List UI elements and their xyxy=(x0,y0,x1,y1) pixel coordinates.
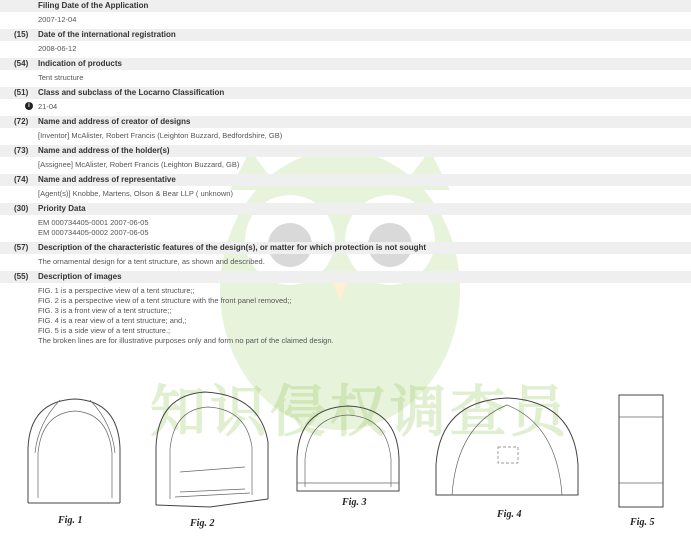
entry-header xyxy=(0,87,691,99)
entry-value xyxy=(0,336,691,346)
entry-row xyxy=(0,203,691,242)
entry-header xyxy=(0,271,691,283)
watermark-text: 知识侵权调查员 xyxy=(150,380,570,445)
entry-value xyxy=(0,131,691,141)
figure-5-label: Fig. 5 xyxy=(630,517,655,528)
entry-value xyxy=(0,189,691,199)
entry-header xyxy=(0,203,691,215)
entry-row xyxy=(0,271,691,350)
entry-value-text: FIG. 2 is a perspective view of a tent structure with the front panel removed;; xyxy=(38,296,292,305)
entry-label: Name and address of representative xyxy=(38,175,176,184)
entry-header xyxy=(0,58,691,70)
entry-label: Name and address of creator of designs xyxy=(38,117,191,126)
entry-header xyxy=(0,116,691,128)
entry-value-text: The ornamental design for a tent structure, as shown and described. xyxy=(38,257,265,266)
entry-label: Indication of products xyxy=(38,59,122,68)
entry-value-text: The broken lines are for illustrative purposes only and form no part of the claimed design. xyxy=(38,336,334,345)
entry-value xyxy=(0,15,691,25)
entry-label: Priority Data xyxy=(38,204,86,213)
entry-label: Filing Date of the Application xyxy=(38,1,149,10)
entry-value-text: FIG. 5 is a side view of a tent structure.; xyxy=(38,326,171,335)
inid-code: (15) xyxy=(14,30,29,39)
figure-3-label: Fig. 3 xyxy=(342,497,367,508)
info-icon[interactable]: i xyxy=(25,102,33,110)
entry-row xyxy=(0,87,691,116)
entry-value-text: FIG. 1 is a perspective view of a tent structure;; xyxy=(38,286,195,295)
entry-value-text: 2007-12-04 xyxy=(38,15,77,24)
inid-code: (57) xyxy=(14,243,29,252)
entry-value xyxy=(0,102,691,112)
entry-row xyxy=(0,0,691,29)
entry-value xyxy=(0,326,691,336)
entry-label: Date of the international registration xyxy=(38,30,176,39)
design-figures xyxy=(0,375,691,542)
inid-code: (74) xyxy=(14,175,29,184)
figure-1-drawing xyxy=(20,393,130,513)
entry-value xyxy=(0,306,691,316)
figure-3-drawing xyxy=(293,403,403,498)
figure-2-drawing xyxy=(150,387,275,517)
entry-header xyxy=(0,0,691,12)
entry-value xyxy=(0,286,691,296)
figure-4-drawing xyxy=(432,395,582,505)
entry-value xyxy=(0,257,691,267)
entry-value xyxy=(0,73,691,83)
figure-2-label: Fig. 2 xyxy=(190,518,215,529)
inid-code: (55) xyxy=(14,272,29,281)
inid-code: (73) xyxy=(14,146,29,155)
entry-value xyxy=(0,228,691,238)
entry-value xyxy=(0,44,691,54)
entry-row xyxy=(0,58,691,87)
entry-label: Name and address of the holder(s) xyxy=(38,146,170,155)
entry-header xyxy=(0,145,691,157)
entry-header xyxy=(0,242,691,254)
figure-4-label: Fig. 4 xyxy=(497,509,522,520)
entry-row xyxy=(0,116,691,145)
entry-header xyxy=(0,29,691,41)
figure-1-label: Fig. 1 xyxy=(58,515,83,526)
entry-label: Description of images xyxy=(38,272,122,281)
entry-value-text: [Agent(s)] Knobbe, Martens, Olson & Bear LLP ( unknown) xyxy=(38,189,233,198)
entry-value-text: 2008-06-12 xyxy=(38,44,77,53)
entry-value-text: Tent structure xyxy=(38,73,84,82)
inid-code: (72) xyxy=(14,117,29,126)
entry-header xyxy=(0,174,691,186)
entry-value-text: [Assignee] McAlister, Robert Francis (Leighton Buzzard, GB) xyxy=(38,160,240,169)
entry-row xyxy=(0,29,691,58)
figure-5-drawing xyxy=(616,393,666,511)
inid-code: (54) xyxy=(14,59,29,68)
entry-value-text: EM 000734405-0001 2007-06-05 xyxy=(38,218,149,227)
entry-value-text: EM 000734405-0002 2007-06-05 xyxy=(38,228,149,237)
entry-label: Class and subclass of the Locarno Classification xyxy=(38,88,225,97)
entry-value xyxy=(0,218,691,228)
entry-value-text: FIG. 3 is a front view of a tent structure;; xyxy=(38,306,172,315)
entry-value-text: FIG. 4 is a rear view of a tent structure; and,; xyxy=(38,316,187,325)
entry-value xyxy=(0,316,691,326)
entry-row xyxy=(0,145,691,174)
entry-value xyxy=(0,160,691,170)
entry-row xyxy=(0,174,691,203)
entry-value xyxy=(0,296,691,306)
inid-code: (51) xyxy=(14,88,29,97)
inid-code: (30) xyxy=(14,204,29,213)
entry-row xyxy=(0,242,691,271)
entry-label: Description of the characteristic features of the design(s), or matter for which protection is not sought xyxy=(38,243,427,252)
entry-value-text: 21-04 xyxy=(38,102,58,111)
entry-value-text: [Inventor] McAlister, Robert Francis (Leighton Buzzard, Bedfordshire, GB) xyxy=(38,131,283,140)
